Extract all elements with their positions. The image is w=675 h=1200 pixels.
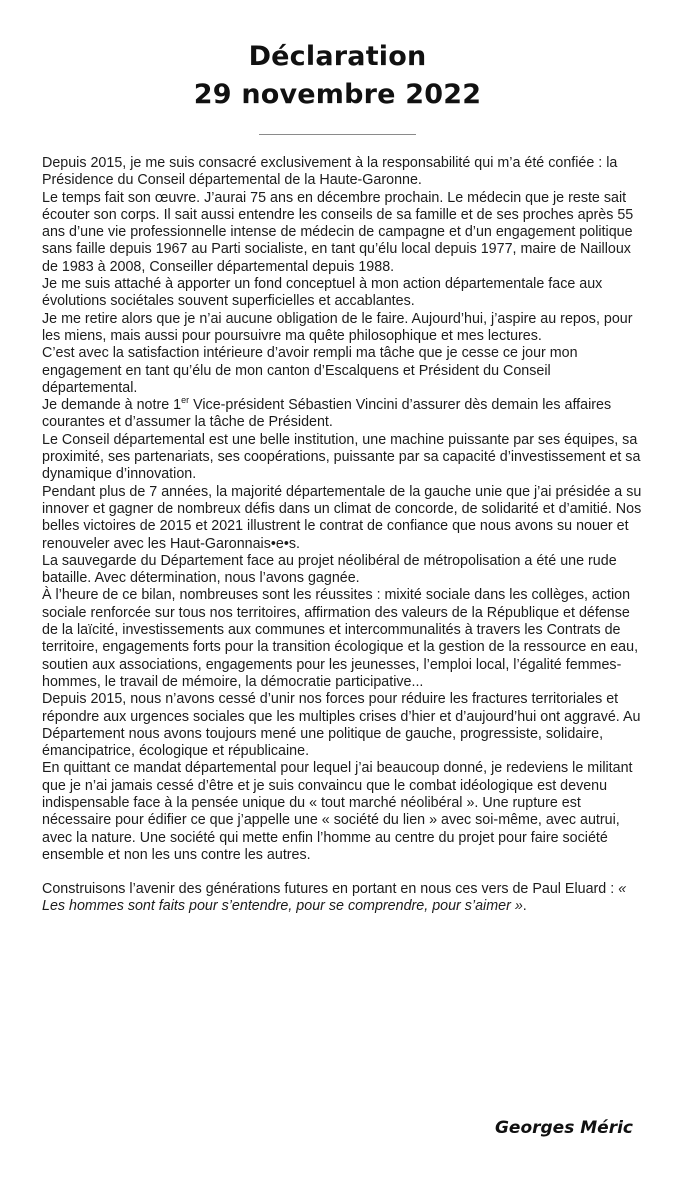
paragraph-text: Je demande à notre 1 [42, 397, 182, 414]
ordinal-superscript: er [181, 395, 190, 406]
paragraph: À l’heure de ce bilan, nombreuses sont les réussites : mixité sociale dans les collèges, action sociale renforcée sur tous nos territoires, affirmation des valeurs de la République et défense de la laïcité, investissements aux communes et intercommunalités à travers les Contrats de territoire, engagements forts pour la transition écologique et la gestion de la ressource en eau, soutien aux associations, engagements pour les jeunesses, l’emploi local, l’égalité femmes-hommes, le travail de mémoire, la démocratie participative... [42, 587, 639, 690]
paragraph: Je me suis attaché à apporter un fond conceptuel à mon action départementale face aux évolutions sociétales souvent superficielles et accablantes. [42, 276, 603, 310]
paragraph-text: Construisons l’avenir des générations futures en portant en nous ces vers de Paul Eluard : [42, 881, 619, 898]
paragraph: Je me retire alors que je n’ai aucune obligation de le faire. Aujourd’hui, j’aspire au repos, pour les miens, mais aussi pour poursuivre ma quête philosophique et mes lectures. [42, 310, 633, 344]
paragraph: Le Conseil départemental est une belle institution, une machine puissante par ses équipes, sa proximité, ses partenariats, ses coopérations, puissante par sa capacité d’investissement et sa dynamique d’innovation. [42, 431, 641, 483]
paragraph: Depuis 2015, je me suis consacré exclusivement à la responsabilité qui m’a été confiée : la Présidence du Conseil départemental de la Haute-Garonne. [42, 155, 618, 189]
closing-paragraph [42, 881, 642, 916]
eluard-quote: « Les hommes sont faits pour s’entendre, pour se comprendre, pour s’aimer » [42, 881, 627, 915]
title-divider [259, 134, 416, 135]
paragraph: Pendant plus de 7 années, la majorité départementale de la gauche unie que j’ai présidée a su innover et gagner de nombreux défis dans un climat de concorde, de solidarité et d’amitié. Nos belles victoires de 2015 et 2021 illustrent le contrat de confiance que nous avons su nouer et renouveler avec les Haut-Garonnais•e•s. [42, 483, 642, 552]
title-line-2: 29 novembre 2022 [193, 79, 482, 110]
paragraph-text: Vice-président Sébastien Vincini d’assurer dès demain les affaires courantes et d’assumer la tâche de Président. [42, 397, 612, 431]
paragraph: Le temps fait son œuvre. J’aurai 75 ans en décembre prochain. Le médecin que je reste sait écouter son corps. Il sait aussi entendre les conseils de sa famille et de ses proches après 55 ans d’une vie professionnelle intense de médecin de campagne et d’un engagement politique sans faille depuis 1967 au Parti socialiste, en tant qu’élu local depuis 1977, maire de Nailloux de 1983 à 2008, Conseiller départemental depuis 1988. [42, 189, 634, 275]
declaration-body [42, 155, 642, 916]
paragraph [42, 397, 642, 432]
page-title [0, 38, 675, 114]
title-line-1: Déclaration [248, 41, 427, 72]
paragraph: C’est avec la satisfaction intérieure d’avoir rempli ma tâche que je cesse ce jour mon engagement en tant qu’élu de mon canton d’Escalquens et Président du Conseil départemental. [42, 345, 578, 396]
signature: Georges Méric [494, 1118, 633, 1138]
paragraph: En quittant ce mandat départemental pour lequel j’ai beaucoup donné, je redeviens le militant que je n’ai jamais cessé d’être et je suis convaincu que le combat idéologique est devenu indispensable face à la pensée unique du « tout marché néolibéral ». Une rupture est nécessaire pour édifier ce que j’appelle une « société du lien » avec soi-même, avec autrui, avec la nature. Une société qui mette enfin l’homme au centre du projet pour faire société ensemble et non les uns contre les autres. [42, 760, 633, 863]
paragraph-text: . [522, 898, 527, 915]
paragraph: Depuis 2015, nous n’avons cessé d’unir nos forces pour réduire les fractures territoriales et répondre aux urgences sociales que les multiples crises d’hier et d’aujourd’hui ont aggravé. Au Département nous avons toujours mené une politique de gauche, progressiste, solidaire, émancipatrice, écologique et républicaine. [42, 691, 641, 760]
paragraph: La sauvegarde du Département face au projet néolibéral de métropolisation a été une rude bataille. Avec détermination, nous l’avons gagnée. [42, 552, 617, 587]
